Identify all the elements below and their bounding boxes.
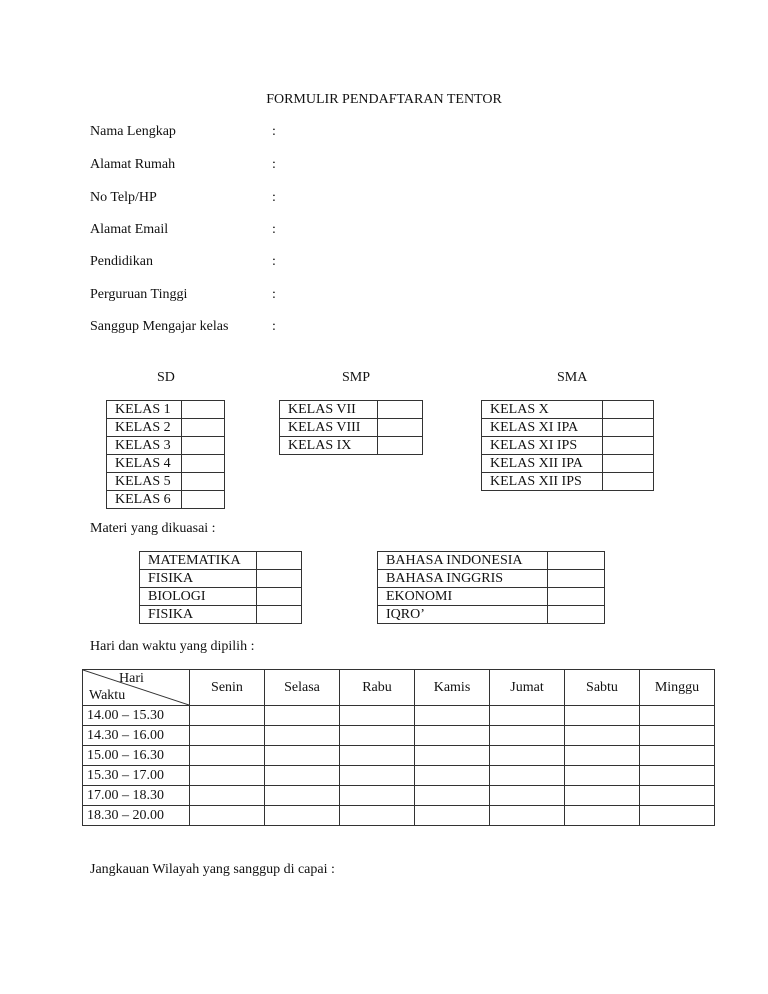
materi-left-table: [139, 551, 302, 624]
subject-label: MATEMATIKA: [140, 552, 257, 570]
table-row: [482, 473, 654, 491]
day-header: Selasa: [265, 670, 340, 706]
class-label: KELAS IX: [280, 437, 378, 455]
sma-class-table: [481, 400, 654, 491]
checkbox-cell[interactable]: [182, 401, 225, 419]
table-row: [107, 455, 225, 473]
checkbox-cell[interactable]: [548, 552, 605, 570]
table-row: [83, 706, 715, 726]
class-label: KELAS XII IPS: [482, 473, 603, 491]
checkbox-cell[interactable]: [378, 437, 423, 455]
schedule-cell[interactable]: [340, 746, 415, 766]
schedule-cell[interactable]: [490, 766, 565, 786]
schedule-cell[interactable]: [190, 746, 265, 766]
schedule-table: [82, 669, 715, 826]
checkbox-cell[interactable]: [603, 401, 654, 419]
time-slot: 14.00 – 15.30: [83, 706, 190, 726]
class-label: KELAS VII: [280, 401, 378, 419]
field-colon[interactable]: :: [272, 222, 276, 237]
schedule-cell[interactable]: [415, 786, 490, 806]
table-row: [378, 606, 605, 624]
field-colon[interactable]: :: [272, 287, 276, 302]
checkbox-cell[interactable]: [257, 570, 302, 588]
class-label: KELAS 5: [107, 473, 182, 491]
checkbox-cell[interactable]: [182, 491, 225, 509]
corner-hari: Hari: [119, 671, 144, 686]
schedule-cell[interactable]: [640, 786, 715, 806]
checkbox-cell[interactable]: [257, 606, 302, 624]
field-colon[interactable]: :: [272, 190, 276, 205]
table-row: [83, 806, 715, 826]
schedule-cell[interactable]: [565, 726, 640, 746]
field-label-sanggup: Sanggup Mengajar kelas: [90, 319, 229, 334]
subject-label: EKONOMI: [378, 588, 548, 606]
class-label: KELAS 4: [107, 455, 182, 473]
schedule-cell[interactable]: [490, 706, 565, 726]
heading-sd: SD: [157, 370, 175, 385]
schedule-cell[interactable]: [265, 726, 340, 746]
class-label: KELAS 3: [107, 437, 182, 455]
schedule-cell[interactable]: [340, 806, 415, 826]
day-header: Kamis: [415, 670, 490, 706]
table-row: [140, 606, 302, 624]
table-row: [107, 419, 225, 437]
schedule-label: Hari dan waktu yang dipilih :: [90, 639, 255, 654]
schedule-cell[interactable]: [490, 726, 565, 746]
checkbox-cell[interactable]: [603, 419, 654, 437]
subject-label: BAHASA INGGRIS: [378, 570, 548, 588]
checkbox-cell[interactable]: [378, 419, 423, 437]
table-row: [107, 401, 225, 419]
checkbox-cell[interactable]: [548, 588, 605, 606]
materi-right-table: [377, 551, 605, 624]
schedule-cell[interactable]: [565, 786, 640, 806]
class-label: KELAS XI IPA: [482, 419, 603, 437]
table-row: [107, 473, 225, 491]
class-label: KELAS 1: [107, 401, 182, 419]
day-header: Jumat: [490, 670, 565, 706]
schedule-header-row: [83, 670, 715, 706]
time-slot: 17.00 – 18.30: [83, 786, 190, 806]
heading-smp: SMP: [342, 370, 371, 385]
field-label-email: Alamat Email: [90, 222, 169, 237]
checkbox-cell[interactable]: [182, 455, 225, 473]
time-slot: 15.30 – 17.00: [83, 766, 190, 786]
schedule-cell[interactable]: [340, 726, 415, 746]
schedule-cell[interactable]: [490, 786, 565, 806]
table-row: [140, 552, 302, 570]
schedule-cell[interactable]: [415, 766, 490, 786]
jangkauan-label: Jangkauan Wilayah yang sanggup di capai :: [90, 862, 335, 877]
sd-class-table: [106, 400, 225, 509]
checkbox-cell[interactable]: [548, 606, 605, 624]
checkbox-cell[interactable]: [548, 570, 605, 588]
checkbox-cell[interactable]: [603, 455, 654, 473]
schedule-cell[interactable]: [640, 706, 715, 726]
table-row: [83, 746, 715, 766]
schedule-cell[interactable]: [415, 806, 490, 826]
table-row: [83, 726, 715, 746]
table-row: [83, 786, 715, 806]
checkbox-cell[interactable]: [257, 588, 302, 606]
day-header: Senin: [190, 670, 265, 706]
field-colon[interactable]: :: [272, 157, 276, 172]
table-row: [482, 401, 654, 419]
field-label-nama: Nama Lengkap: [90, 124, 176, 139]
subject-label: IQRO’: [378, 606, 548, 624]
field-label-perguruan: Perguruan Tinggi: [90, 287, 188, 302]
time-slot: 18.30 – 20.00: [83, 806, 190, 826]
schedule-cell[interactable]: [340, 786, 415, 806]
field-colon[interactable]: :: [272, 254, 276, 269]
checkbox-cell[interactable]: [182, 419, 225, 437]
time-slot: 14.30 – 16.00: [83, 726, 190, 746]
schedule-cell[interactable]: [640, 746, 715, 766]
schedule-cell[interactable]: [565, 806, 640, 826]
materi-label: Materi yang dikuasai :: [90, 521, 216, 536]
field-label-alamat: Alamat Rumah: [90, 157, 176, 172]
table-row: [83, 766, 715, 786]
field-label-pendidikan: Pendidikan: [90, 254, 153, 269]
checkbox-cell[interactable]: [603, 473, 654, 491]
field-label-telp: No Telp/HP: [90, 190, 157, 205]
table-row: [107, 437, 225, 455]
schedule-cell[interactable]: [565, 706, 640, 726]
table-row: [280, 419, 423, 437]
smp-class-table: [279, 400, 423, 455]
table-row: [482, 437, 654, 455]
form-title: FORMULIR PENDAFTARAN TENTOR: [266, 92, 502, 107]
table-row: [140, 570, 302, 588]
subject-label: BIOLOGI: [140, 588, 257, 606]
class-label: KELAS X: [482, 401, 603, 419]
schedule-cell[interactable]: [565, 766, 640, 786]
day-header: Minggu: [640, 670, 715, 706]
schedule-cell[interactable]: [190, 706, 265, 726]
day-header: Rabu: [340, 670, 415, 706]
checkbox-cell[interactable]: [182, 437, 225, 455]
checkbox-cell[interactable]: [378, 401, 423, 419]
schedule-cell[interactable]: [565, 746, 640, 766]
schedule-cell[interactable]: [190, 786, 265, 806]
class-label: KELAS XI IPS: [482, 437, 603, 455]
schedule-cell[interactable]: [640, 806, 715, 826]
table-row: [140, 588, 302, 606]
table-row: [378, 588, 605, 606]
time-slot: 15.00 – 16.30: [83, 746, 190, 766]
schedule-cell[interactable]: [340, 706, 415, 726]
table-row: [482, 419, 654, 437]
subject-label: BAHASA INDONESIA: [378, 552, 548, 570]
table-row: [107, 491, 225, 509]
subject-label: FISIKA: [140, 570, 257, 588]
schedule-cell[interactable]: [415, 746, 490, 766]
checkbox-cell[interactable]: [182, 473, 225, 491]
schedule-cell[interactable]: [190, 806, 265, 826]
schedule-cell[interactable]: [190, 766, 265, 786]
class-label: KELAS 2: [107, 419, 182, 437]
schedule-corner: [83, 670, 190, 706]
field-colon[interactable]: :: [272, 319, 276, 334]
schedule-cell[interactable]: [340, 766, 415, 786]
schedule-cell[interactable]: [265, 746, 340, 766]
class-label: KELAS XII IPA: [482, 455, 603, 473]
schedule-cell[interactable]: [265, 806, 340, 826]
schedule-cell[interactable]: [265, 786, 340, 806]
schedule-cell[interactable]: [490, 806, 565, 826]
table-row: [378, 570, 605, 588]
class-label: KELAS 6: [107, 491, 182, 509]
schedule-cell[interactable]: [415, 706, 490, 726]
checkbox-cell[interactable]: [603, 437, 654, 455]
schedule-cell[interactable]: [415, 726, 490, 746]
field-colon[interactable]: :: [272, 124, 276, 139]
schedule-cell[interactable]: [265, 706, 340, 726]
schedule-cell[interactable]: [265, 766, 340, 786]
corner-waktu: Waktu: [89, 688, 126, 703]
class-label: KELAS VIII: [280, 419, 378, 437]
table-row: [280, 401, 423, 419]
table-row: [482, 455, 654, 473]
table-row: [280, 437, 423, 455]
schedule-cell[interactable]: [190, 726, 265, 746]
day-header: Sabtu: [565, 670, 640, 706]
table-row: [378, 552, 605, 570]
heading-sma: SMA: [557, 370, 588, 385]
checkbox-cell[interactable]: [257, 552, 302, 570]
schedule-cell[interactable]: [490, 746, 565, 766]
subject-label: FISIKA: [140, 606, 257, 624]
schedule-cell[interactable]: [640, 766, 715, 786]
schedule-cell[interactable]: [640, 726, 715, 746]
